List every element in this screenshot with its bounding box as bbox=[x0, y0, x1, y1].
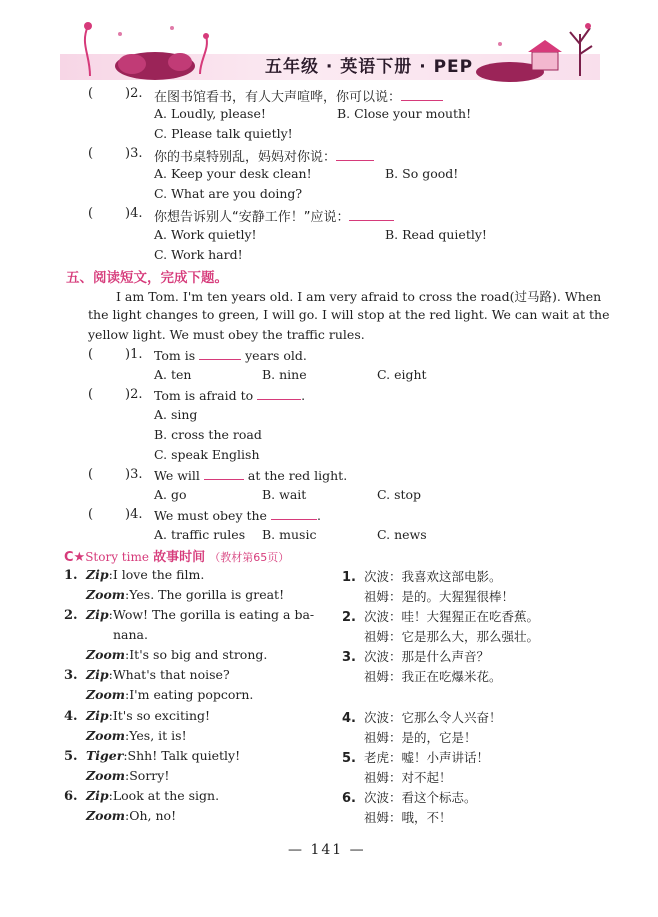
story-cn-9-num: 5. bbox=[342, 751, 356, 766]
r4-stem bbox=[154, 507, 321, 523]
story-cn-9 bbox=[342, 748, 489, 766]
story-en-13 bbox=[86, 808, 176, 823]
q2-option-b: B. Close your mouth! bbox=[337, 106, 472, 121]
story-en-8-speaker: Zip bbox=[86, 708, 109, 723]
r2-option-b: B. cross the road bbox=[154, 427, 262, 442]
q2-answer-blank[interactable] bbox=[401, 88, 443, 101]
r4-option-c: C. news bbox=[377, 527, 427, 542]
q4-option-b: B. Read quietly! bbox=[385, 227, 487, 242]
story-en-12-text: :Look at the sign. bbox=[108, 788, 220, 803]
q2-stem bbox=[154, 86, 443, 105]
q4-option-a: A. Work quietly! bbox=[154, 227, 257, 242]
story-cn-3-num: 2. bbox=[342, 610, 356, 625]
story-en-1-num: 1. bbox=[64, 568, 78, 583]
story-en-7 bbox=[86, 687, 253, 702]
story-cn-11-text: 次波：看这个标志。 bbox=[364, 790, 477, 805]
r1-stem-pre: Tom is bbox=[154, 348, 196, 363]
story-en-4: nana. bbox=[113, 627, 148, 642]
story-cn-2: 祖姆：是的。大猩猩很棒！ bbox=[364, 589, 515, 604]
story-en-5 bbox=[86, 647, 267, 662]
story-cn-10: 祖姆：对不起！ bbox=[364, 770, 452, 785]
r3-option-a: A. go bbox=[154, 487, 187, 502]
passage-line-2: the light changes to green, I will go. I will stop at the red light. We can wait at the bbox=[88, 307, 610, 322]
r3-option-c: C. stop bbox=[377, 487, 422, 502]
r1-answer-blank[interactable] bbox=[199, 347, 241, 360]
r3-stem bbox=[154, 467, 347, 483]
q4-stem-text: 你想告诉别人“安静工作！”应说： bbox=[154, 210, 350, 225]
q3-paren: ( bbox=[88, 146, 94, 161]
r2-stem-pre: Tom is afraid to bbox=[154, 388, 254, 403]
story-en-10 bbox=[64, 748, 240, 764]
story-en-3-text: :Wow! The gorilla is eating a ba- bbox=[108, 607, 315, 622]
q3-option-c: C. What are you doing? bbox=[154, 186, 303, 201]
story-cn-11-num: 6. bbox=[342, 791, 356, 806]
story-en-12 bbox=[64, 788, 219, 804]
passage-line-1: I am Tom. I'm ten years old. I am very afraid to cross the road(过马路). When bbox=[116, 289, 602, 304]
star-icon: ★ bbox=[73, 550, 86, 565]
story-cn-4: 祖姆：它是那么大，那么强壮。 bbox=[364, 629, 540, 644]
story-title-sub: （教材第65页） bbox=[209, 551, 290, 564]
r2-stem bbox=[154, 387, 305, 403]
r2-stem-post: . bbox=[301, 388, 306, 403]
r4-number: )4. bbox=[125, 507, 143, 522]
story-title-en: Story time bbox=[85, 550, 149, 564]
section5-title: 五、阅读短文，完成下题。 bbox=[66, 270, 228, 286]
r1-option-b: B. nine bbox=[262, 367, 307, 382]
q4-option-c: C. Work hard! bbox=[154, 247, 243, 262]
r4-stem-pre: We must obey the bbox=[154, 508, 267, 523]
q4-paren: ( bbox=[88, 206, 94, 221]
q3-number: )3. bbox=[125, 146, 143, 161]
story-en-6-num: 3. bbox=[64, 668, 78, 683]
r4-stem-post: . bbox=[316, 508, 321, 523]
story-en-10-text: :Shh! Talk quietly! bbox=[123, 748, 241, 763]
story-en-8-text: :It's so exciting! bbox=[108, 708, 211, 723]
story-en-8-num: 4. bbox=[64, 709, 78, 724]
story-en-9 bbox=[86, 728, 187, 743]
r4-paren: ( bbox=[88, 507, 94, 522]
story-cn-9-text: 老虎：嘘！小声讲话！ bbox=[364, 750, 490, 765]
story-title-cn: 故事时间 bbox=[153, 550, 206, 565]
story-en-2-text: :Yes. The gorilla is great! bbox=[125, 587, 285, 602]
r3-stem-pre: We will bbox=[154, 468, 200, 483]
story-en-9-text: :Yes, it is! bbox=[125, 728, 187, 743]
story-cn-8: 祖姆：是的，它是！ bbox=[364, 730, 477, 745]
r4-option-b: B. music bbox=[262, 527, 317, 542]
q3-stem-text: 你的书桌特别乱，妈妈对你说： bbox=[154, 150, 337, 165]
r3-answer-blank[interactable] bbox=[204, 467, 244, 480]
story-en-1 bbox=[64, 567, 204, 583]
story-cn-1 bbox=[342, 567, 502, 585]
story-en-10-speaker: Tiger bbox=[86, 748, 124, 763]
story-cn-7-text: 次波：它那么令人兴奋！ bbox=[364, 710, 502, 725]
story-cn-12: 祖姆：哦，不！ bbox=[364, 810, 452, 825]
q4-stem bbox=[154, 206, 394, 225]
passage-line-3: yellow light. We must obey the traffic rules. bbox=[88, 327, 365, 342]
r2-option-c: C. speak English bbox=[154, 447, 260, 462]
page-header bbox=[60, 14, 600, 82]
story-en-13-speaker: Zoom bbox=[86, 808, 126, 823]
q2-option-c: C. Please talk quietly! bbox=[154, 126, 293, 141]
r3-paren: ( bbox=[88, 467, 94, 482]
q3-option-a: A. Keep your desk clean! bbox=[154, 166, 312, 181]
story-en-5-text: :It's so big and strong. bbox=[125, 647, 268, 662]
story-en-13-text: :Oh, no! bbox=[125, 808, 177, 823]
r1-paren: ( bbox=[88, 347, 94, 362]
story-cn-5-num: 3. bbox=[342, 650, 356, 665]
r1-stem bbox=[154, 347, 307, 363]
r1-option-c: C. eight bbox=[377, 367, 427, 382]
r2-option-a: A. sing bbox=[154, 407, 198, 422]
r1-option-a: A. ten bbox=[154, 367, 192, 382]
story-en-2 bbox=[86, 587, 284, 602]
story-cn-5-text: 次波：那是什么声音？ bbox=[364, 649, 490, 664]
story-en-10-num: 5. bbox=[64, 749, 78, 764]
story-cn-3-text: 次波：哇！大猩猩正在吃香蕉。 bbox=[364, 609, 540, 624]
story-en-5-speaker: Zoom bbox=[86, 647, 126, 662]
story-cn-3 bbox=[342, 607, 539, 625]
story-en-7-text: :I'm eating popcorn. bbox=[125, 687, 254, 702]
r1-stem-post: years old. bbox=[245, 348, 307, 363]
story-en-3 bbox=[64, 607, 314, 623]
r1-number: )1. bbox=[125, 347, 143, 362]
story-cn-1-text: 次波：我喜欢这部电影。 bbox=[364, 569, 502, 584]
story-cn-11 bbox=[342, 788, 477, 806]
q2-number: )2. bbox=[125, 86, 143, 101]
story-en-7-speaker: Zoom bbox=[86, 687, 126, 702]
q2-stem-text: 在图书馆看书，有人大声喧哗，你可以说： bbox=[154, 90, 402, 105]
r2-paren: ( bbox=[88, 387, 94, 402]
r2-answer-blank[interactable] bbox=[257, 387, 301, 400]
story-en-6 bbox=[64, 667, 230, 683]
q2-paren: ( bbox=[88, 86, 94, 101]
story-cn-5 bbox=[342, 647, 489, 665]
right-house-decoration bbox=[470, 14, 600, 82]
r3-number: )3. bbox=[125, 467, 143, 482]
page-number: — 141 — bbox=[288, 842, 366, 858]
q4-number: )4. bbox=[125, 206, 143, 221]
r4-answer-blank[interactable] bbox=[271, 507, 317, 520]
story-en-11-speaker: Zoom bbox=[86, 768, 126, 783]
q3-stem bbox=[154, 146, 374, 165]
q4-answer-blank[interactable] bbox=[349, 208, 394, 221]
story-en-8 bbox=[64, 708, 210, 724]
q3-option-b: B. So good! bbox=[385, 166, 459, 181]
r3-option-b: B. wait bbox=[262, 487, 307, 502]
r2-number: )2. bbox=[125, 387, 143, 402]
story-cn-7-num: 4. bbox=[342, 711, 356, 726]
story-en-12-speaker: Zip bbox=[86, 788, 109, 803]
story-cn-7 bbox=[342, 708, 502, 726]
story-en-3-num: 2. bbox=[64, 608, 78, 623]
r4-option-a: A. traffic rules bbox=[154, 527, 246, 542]
left-floral-decoration bbox=[60, 14, 230, 82]
story-cn-6: 祖姆：我正在吃爆米花。 bbox=[364, 669, 502, 684]
story-en-9-speaker: Zoom bbox=[86, 728, 126, 743]
story-cn-1-num: 1. bbox=[342, 570, 356, 585]
story-en-11 bbox=[86, 768, 169, 783]
story-title bbox=[64, 546, 289, 565]
story-en-2-speaker: Zoom bbox=[86, 587, 126, 602]
story-en-3-speaker: Zip bbox=[86, 607, 109, 622]
story-en-6-text: :What's that noise? bbox=[108, 667, 230, 682]
story-en-1-text: :I love the film. bbox=[108, 567, 205, 582]
story-en-12-num: 6. bbox=[64, 789, 78, 804]
story-en-6-speaker: Zip bbox=[86, 667, 109, 682]
story-en-1-speaker: Zip bbox=[86, 567, 109, 582]
story-title-letter: C bbox=[64, 550, 74, 565]
r3-stem-post: at the red light. bbox=[247, 468, 348, 483]
story-en-11-text: :Sorry! bbox=[125, 768, 170, 783]
q2-option-a: A. Loudly, please! bbox=[154, 106, 266, 121]
q3-answer-blank[interactable] bbox=[336, 148, 374, 161]
page-title: 五年级 · 英语下册 · PEP bbox=[265, 57, 474, 77]
